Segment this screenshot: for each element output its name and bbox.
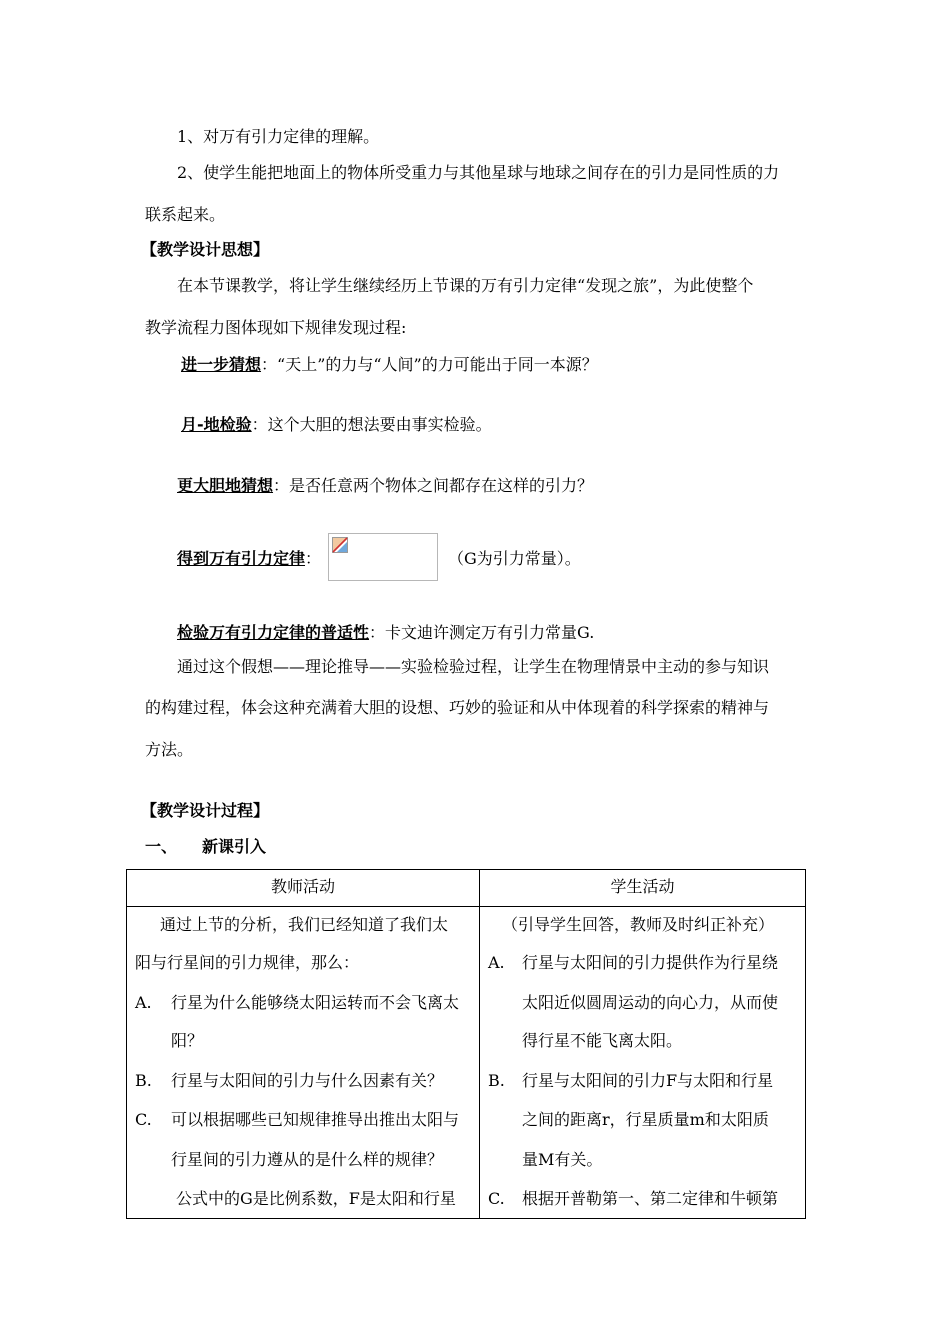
student-b-label: B. — [488, 1071, 505, 1090]
step-4-after: （G为引力常量）。 — [448, 549, 581, 568]
step-4 — [177, 549, 327, 569]
student-intro: （引导学生回答，教师及时纠正补充） — [502, 915, 775, 934]
teacher-c-line1: 可以根据哪些已知规律推导出推出太阳与 — [171, 1110, 460, 1129]
formula-image-placeholder — [328, 533, 438, 581]
design-thought-heading: 【教学设计思想】 — [141, 240, 270, 259]
design-process-heading: 【教学设计过程】 — [141, 801, 270, 820]
section-number: 一、 — [145, 837, 178, 856]
step-3-title: 更大胆地猜想 — [177, 476, 274, 495]
section-title: 新课引入 — [202, 837, 267, 856]
student-a-label: A. — [488, 953, 505, 972]
step-2-title: 月-地检验 — [181, 415, 252, 434]
step-1-title: 进一步猜想 — [181, 355, 262, 374]
student-a-line3: 得行星不能飞离太阳。 — [522, 1031, 683, 1050]
intro-item-1: 1、对万有引力定律的理解。 — [177, 127, 380, 146]
teacher-intro-2: 阳与行星间的引力规律，那么： — [135, 953, 360, 972]
step-4-text: ： — [305, 549, 322, 568]
student-b-line3: 量M有关。 — [522, 1150, 603, 1169]
step-5-title: 检验万有引力定律的普适性 — [177, 623, 370, 642]
teacher-cell — [127, 907, 480, 1219]
summary-line3: 方法。 — [145, 740, 194, 759]
student-b-line2: 之间的距离r，行星质量m和太阳质 — [522, 1110, 769, 1129]
header-teacher: 教师活动 — [127, 870, 480, 907]
student-c-line1: 根据开普勒第一、第二定律和牛顿第 — [522, 1189, 779, 1208]
summary-line2: 的构建过程，体会这种充满着大胆的设想、巧妙的验证和从中体现着的科学探索的精神与 — [145, 698, 770, 717]
teacher-c-label: C. — [135, 1110, 152, 1129]
step-2 — [181, 415, 846, 435]
teacher-a-label: A. — [135, 993, 152, 1012]
broken-image-icon — [332, 537, 348, 553]
student-cell — [480, 907, 806, 1219]
header-student: 学生活动 — [480, 870, 806, 907]
teacher-a-line1: 行星为什么能够绕太阳运转而不会飞离太 — [171, 993, 460, 1012]
step-1-text: ：“天上”的力与“人间”的力可能出于同一本源？ — [261, 355, 598, 374]
step-5-text: ：卡文迪许测定万有引力常量G. — [369, 623, 595, 642]
teacher-note: 公式中的G是比例系数，F是太阳和行星 — [176, 1189, 456, 1208]
step-3 — [177, 476, 842, 496]
step-1 — [181, 355, 846, 375]
step-2-text: ：这个大胆的想法要由事实检验。 — [251, 415, 492, 434]
teacher-b-label: B. — [135, 1071, 152, 1090]
student-b-line1: 行星与太阳间的引力F与太阳和行星 — [522, 1071, 774, 1090]
intro-item-2-line1: 2、使学生能把地面上的物体所受重力与其他星球与地球之间存在的引力是同性质的力 — [177, 163, 780, 182]
design-thought-line2: 教学流程力图体现如下规律发现过程: — [145, 318, 407, 337]
step-3-text: ：是否任意两个物体之间都存在这样的引力？ — [273, 476, 594, 495]
teacher-c-line2: 行星间的引力遵从的是什么样的规律？ — [171, 1150, 444, 1169]
teacher-b-line1: 行星与太阳间的引力与什么因素有关？ — [171, 1071, 444, 1090]
activity-table — [126, 869, 806, 1219]
teacher-a-line2: 阳？ — [171, 1031, 204, 1050]
teacher-intro-1: 通过上节的分析，我们已经知道了我们太 — [160, 915, 449, 934]
step-4-title: 得到万有引力定律 — [177, 549, 306, 568]
summary-line1: 通过这个假想——理论推导——实验检验过程，让学生在物理情景中主动的参与知识 — [177, 657, 770, 676]
design-thought-line1: 在本节课教学，将让学生继续经历上节课的万有引力定律“发现之旅”，为此使整个 — [177, 276, 754, 295]
student-a-line2: 太阳近似圆周运动的向心力，从而使 — [522, 993, 779, 1012]
step-5 — [177, 623, 842, 643]
student-c-label: C. — [488, 1189, 505, 1208]
student-a-line1: 行星与太阳间的引力提供作为行星绕 — [522, 953, 779, 972]
intro-item-2-line2: 联系起来。 — [145, 205, 226, 224]
